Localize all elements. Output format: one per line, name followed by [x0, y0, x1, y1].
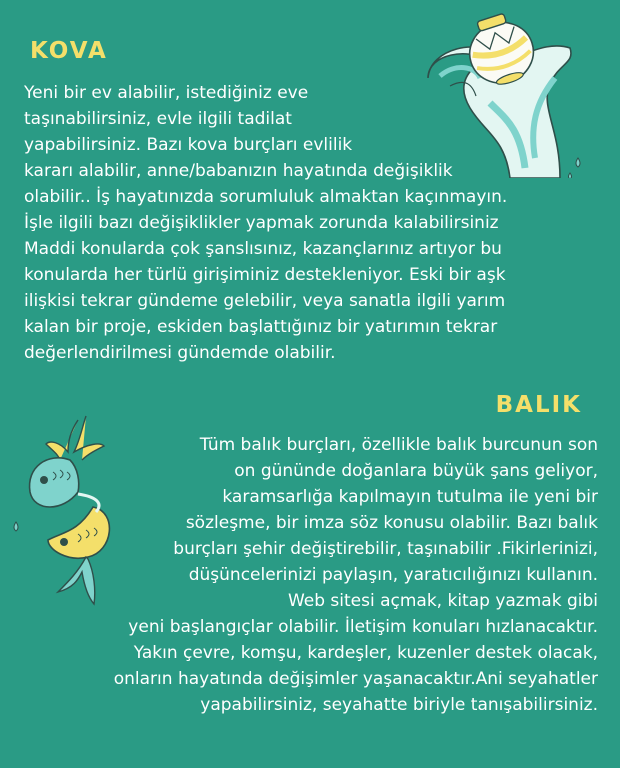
balik-text-line: sözleşme, bir imza söz konusu olabilir. Bazı balık — [185, 513, 598, 533]
balik-text-line: Web sitesi açmak, kitap yazmak gibi — [287, 591, 598, 611]
kova-text-line: olabilir.. İş hayatınızda sorumluluk almaktan kaçınmayın. — [24, 187, 508, 207]
balik-text-line: yeni başlangıçlar olabilir. İletişim konuları hızlanacaktır. — [128, 617, 598, 637]
kova-text-line: taşınabilirsiniz, evle ilgili tadilat — [24, 109, 292, 129]
kova-text-line: değerlendirilmesi gündemde olabilir. — [24, 343, 336, 363]
aquarius-water-jar-icon — [410, 8, 590, 178]
kova-text-line: İşle ilgili bazı değişiklikler yapmak zorunda kalabilirsiniz — [24, 213, 499, 233]
kova-text-line: Yeni bir ev alabilir, istediğiniz eve — [24, 83, 309, 103]
balik-text-line: Yakın çevre, komşu, kardeşler, kuzenler destek olacak, — [133, 643, 598, 663]
balik-text-line: burçları şehir değiştirebilir, taşınabilir .Fikirlerinizi, — [173, 539, 598, 559]
balik-text-line: onların hayatında değişimler yaşanacaktır.Ani seyahatler — [113, 669, 598, 689]
pisces-two-fish-icon — [8, 412, 128, 607]
balik-text-line: karamsarlığa kapılmayın tutulma ile yeni bir — [222, 487, 598, 507]
balik-text-line: düşüncelerinizi paylaşın, yaratıcılığınızı kullanın. — [188, 565, 598, 585]
balik-title: BALIK — [495, 392, 582, 418]
balik-text-line: yapabilirsiniz, seyahatte biriyle tanışabilirsiniz. — [200, 695, 598, 715]
kova-text-line: kalan bir proje, eskiden başlattığınız bir yatırımın tekrar — [24, 317, 498, 337]
kova-text-line: ilişkisi tekrar gündeme gelebilir, veya sanatla ilgili yarım — [24, 291, 506, 311]
kova-text-line: konularda her türlü girişiminiz destekleniyor. Eski bir aşk — [24, 265, 506, 285]
balik-text-line: on gününde doğanlara büyük şans geliyor, — [234, 461, 598, 481]
kova-text-line: Maddi konularda çok şanslısınız, kazançlarınız artıyor bu — [24, 239, 502, 259]
kova-text-line: yapabilirsiniz. Bazı kova burçları evlilik — [24, 135, 353, 155]
kova-title: KOVA — [30, 38, 108, 64]
balik-text-line: Tüm balık burçları, özellikle balık burcunun son — [199, 435, 598, 455]
kova-text-line: kararı alabilir, anne/babanızın hayatında değişiklik — [24, 161, 453, 181]
